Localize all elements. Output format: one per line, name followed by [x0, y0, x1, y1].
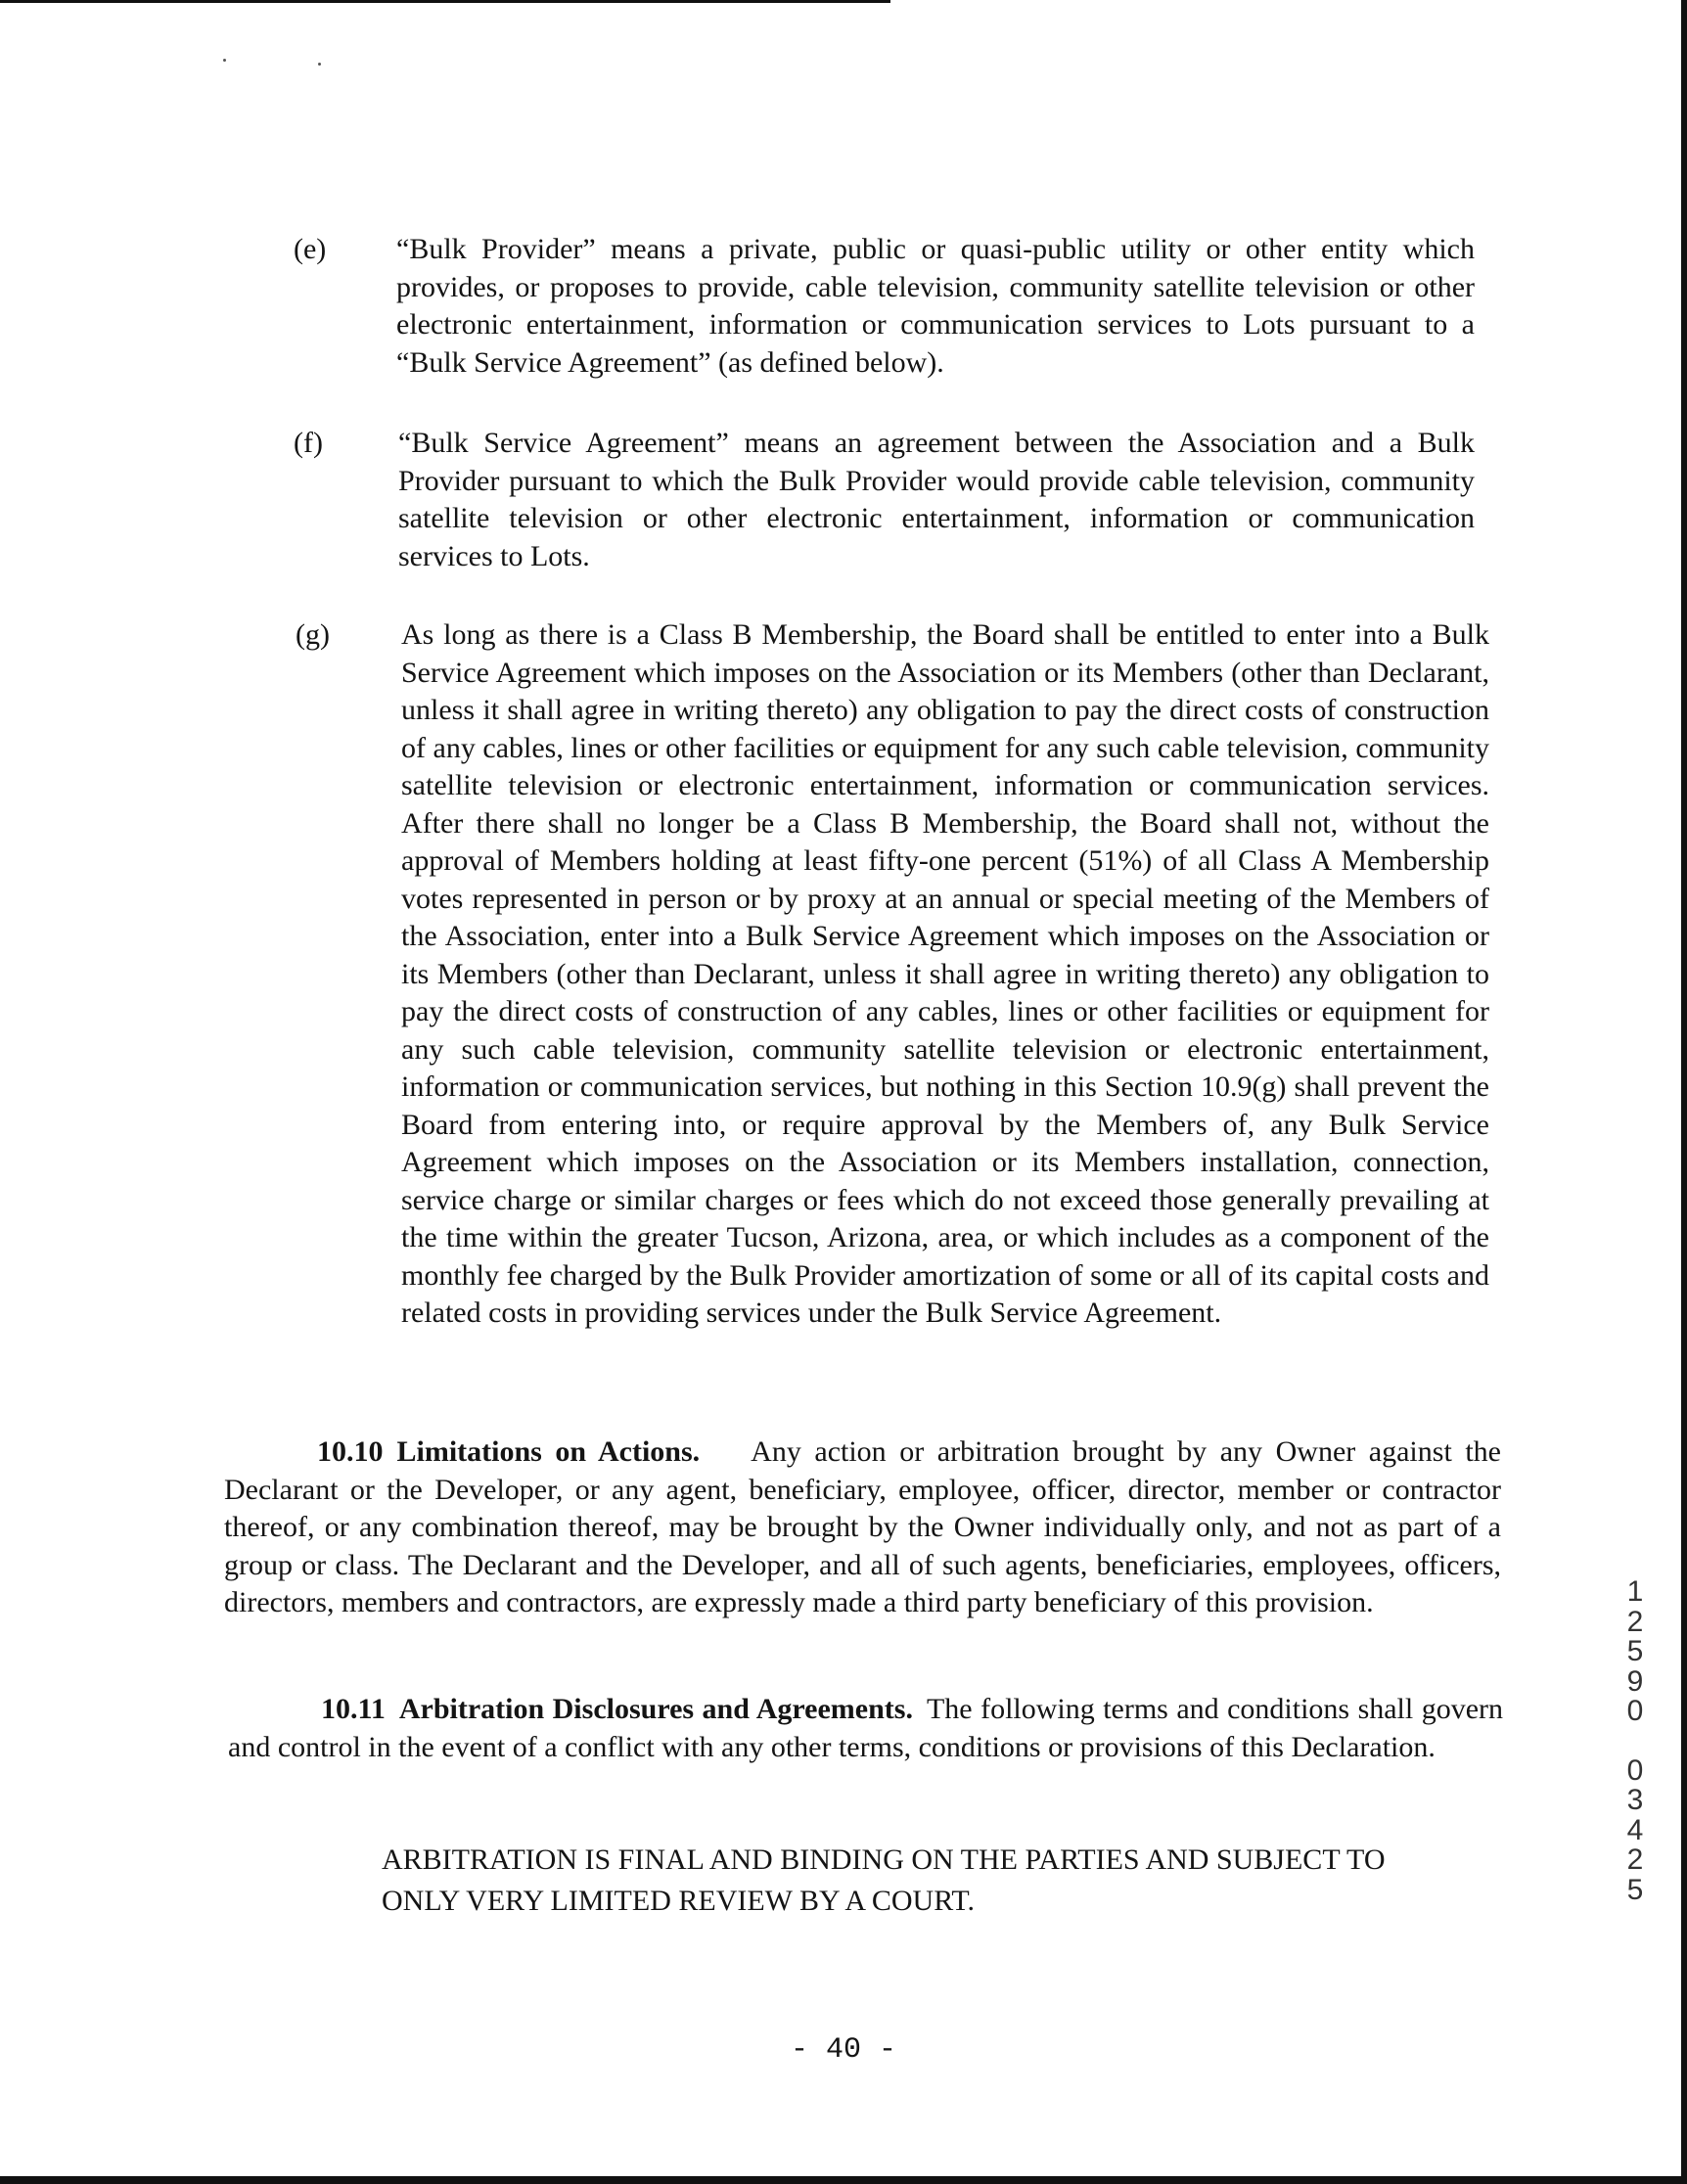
scan-speck: [223, 59, 226, 62]
scan-edge-bottom: [0, 2176, 1687, 2184]
scan-speck: [318, 63, 321, 66]
section-10-11: [228, 1691, 1503, 1766]
scan-edge-top: [0, 0, 890, 3]
section-text: Any action or arbitration brought by any Owner against the Declarant or the Developer, or any agent, beneficiary, employee, officer, director, member or contractor thereof, or any combination thereof, may be brought by the Owner individually only, and not as part of a group or class. The Declarant and the Developer, and all of such agents, beneficiaries, employees, officers, directors, members and contractors, are expressly made a third party beneficiary of this provision.: [224, 1435, 1501, 1618]
section-heading: Arbitration Disclosures and Agreements.: [398, 1693, 913, 1725]
recording-stamp: [1620, 1577, 1650, 1905]
page-number: - 40 -: [790, 2033, 897, 2067]
section-number: 10.11: [321, 1693, 386, 1725]
item-label: (g): [296, 618, 330, 651]
stamp-number-2: 03425: [1626, 1753, 1644, 1906]
notice-line-2: ONLY VERY LIMITED REVIEW BY A COURT.: [382, 1885, 976, 1917]
definition-item-e: [294, 231, 1478, 397]
arbitration-notice: [382, 1840, 1507, 1922]
definition-item-f: [294, 425, 1478, 591]
item-label: (f): [294, 427, 323, 459]
notice-line-1: ARBITRATION IS FINAL AND BINDING ON THE PARTIES AND SUBJECT TO: [382, 1843, 1386, 1876]
section-10-10: [224, 1433, 1501, 1622]
section-heading: Limitations on Actions.: [396, 1435, 701, 1468]
scan-edge-right: [1681, 0, 1687, 2184]
stamp-number-1: 12590: [1626, 1575, 1644, 1727]
item-label: (e): [294, 233, 327, 265]
section-text: The following terms and conditions shall govern and control in the event of a conflict with any other terms, conditions or provisions of this Declaration.: [228, 1693, 1503, 1763]
item-text: As long as there is a Class B Membership, the Board shall be entitled to enter into a Bulk Service Agreement which imposes on the Association or its Members (other than Declarant, unless it shall agree in writing thereto) any obligation to pay the direct costs of construction of any cables, lines or other facilities or equipment for any such cable television, community satellite television or electronic entertainment, information or communication services. After there shall no longer be a Class B Membership, the Board shall not, without the approval of Members holding at least fifty-one percent (51%) of all Class A Membership votes represented in person or by proxy at an annual or special meeting of the Members of the Association, enter into a Bulk Service Agreement which imposes on the Association or its Members (other than Declarant, unless it shall agree in writing thereto) any obligation to pay the direct costs of construction of any cables, lines or other facilities or equipment for any such cable television, community satellite television or electronic entertainment, information or communication services, but nothing in this Section 10.9(g) shall prevent the Board from entering into, or require approval by the Members of, any Bulk Service Agreement which imposes on the Association or its Members installation, connection, service charge or similar charges or fees which do not exceed those generally prevailing at the time within the greater Tucson, Arizona, area, or which includes as a component of the monthly fee charged by the Bulk Provider amortization of some or all of its capital costs and related costs in providing services under the Bulk Service Agreement.: [401, 618, 1489, 1329]
section-number: 10.10: [317, 1435, 384, 1468]
item-text: “Bulk Service Agreement” means an agreement between the Association and a Bulk Provider pursuant to which the Bulk Provider would provide cable television, community satellite television or other electronic entertainment, information or communication services to Lots.: [398, 427, 1475, 572]
definition-item-g: [296, 616, 1494, 1399]
item-text: “Bulk Provider” means a private, public or quasi-public utility or other entity which provides, or proposes to provide, cable television, community satellite television or other electronic entertainment, information or communication services to Lots pursuant to a “Bulk Service Agreement” (as defined below).: [396, 233, 1475, 379]
